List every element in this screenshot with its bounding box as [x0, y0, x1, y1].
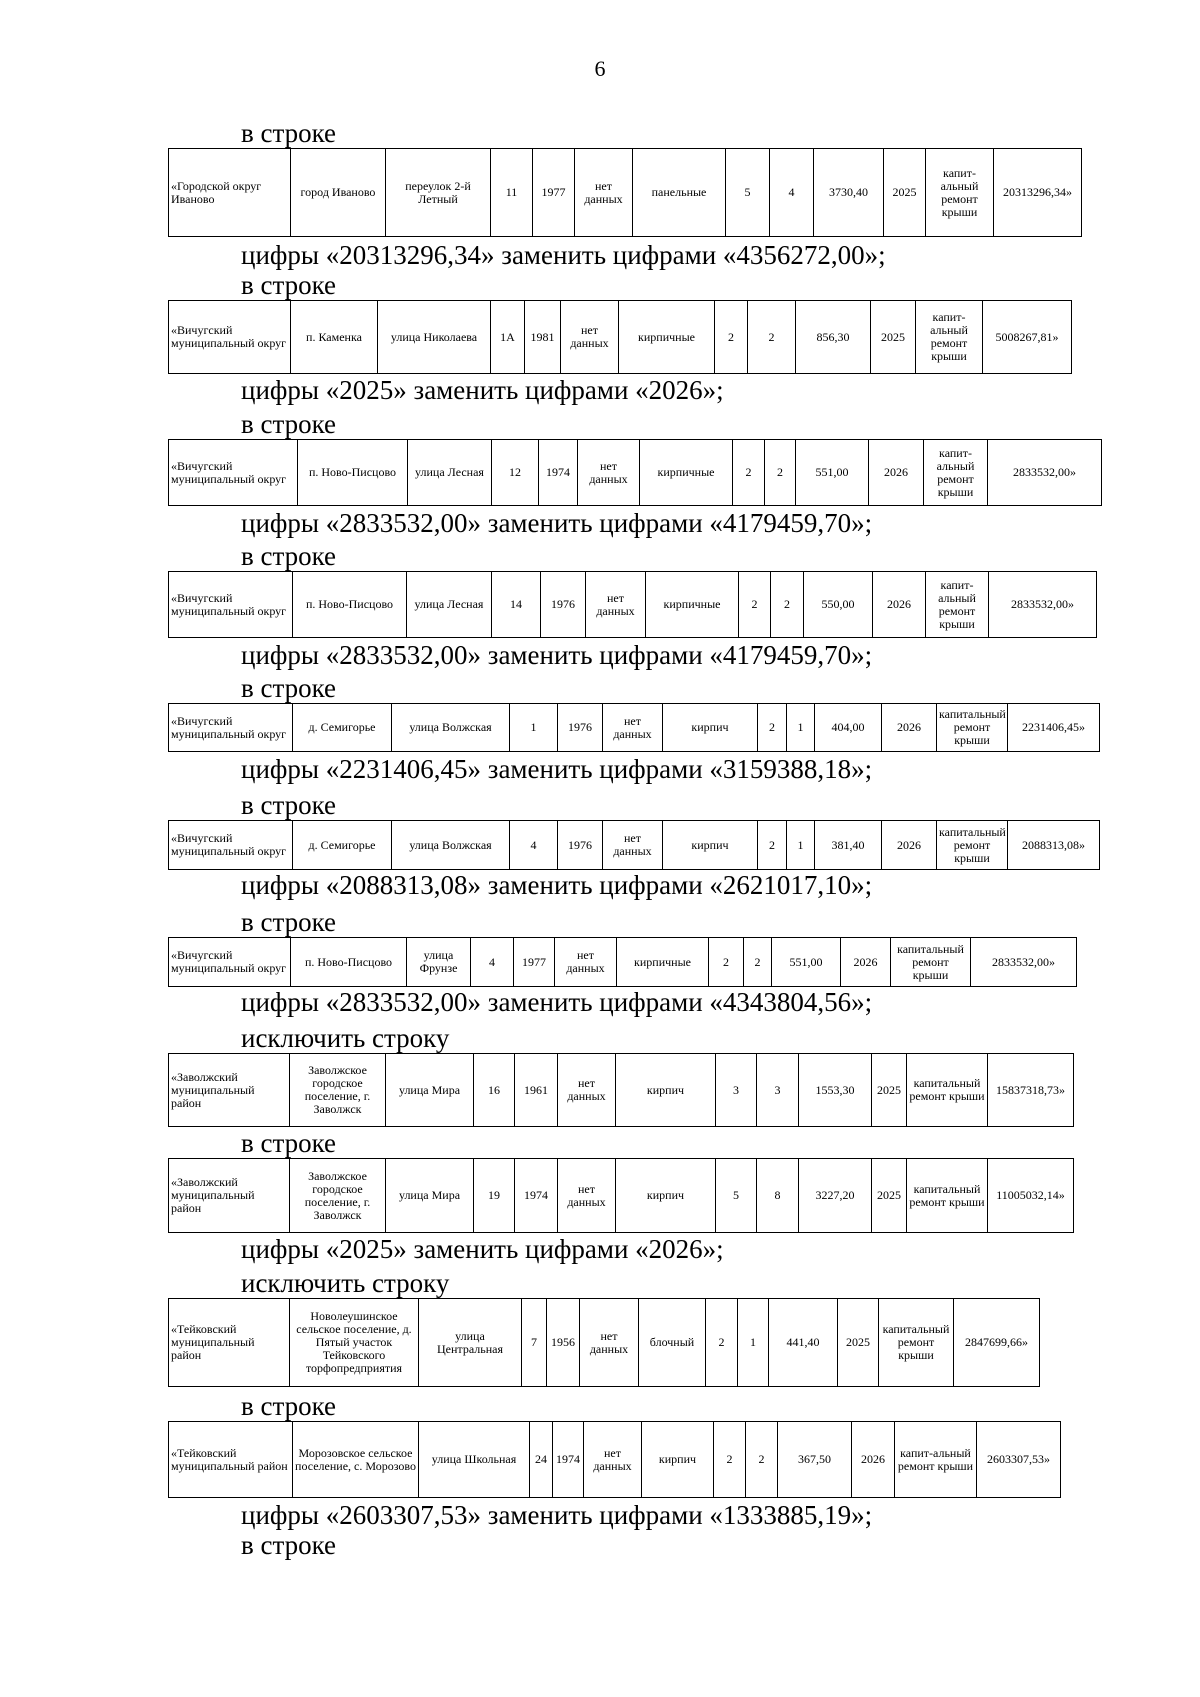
table-cell: улица Мира	[386, 1159, 474, 1233]
table-cell: улица Фрунзе	[407, 938, 471, 987]
table-cell: «Вичугский муниципальный округ	[169, 938, 291, 987]
table-cell: 14	[492, 572, 541, 638]
table-cell: 11	[491, 149, 533, 237]
amendment-table	[168, 1053, 1074, 1127]
table-cell: улица Волжская	[392, 704, 510, 752]
table-cell: капит-альный ремонт крыши	[924, 440, 988, 506]
table-cell: 1553,30	[799, 1054, 872, 1127]
table-cell: блочный	[639, 1299, 706, 1387]
table-cell: 2231406,45»	[1008, 704, 1100, 752]
table-cell: капитальный ремонт крыши	[937, 821, 1008, 870]
table-cell: «Заволжский муниципальный район	[169, 1054, 290, 1127]
table-cell: кирпичные	[619, 301, 715, 374]
table-cell: 1961	[515, 1054, 558, 1127]
replacement-line: цифры «2833532,00» заменить цифрами «4343804,56»;	[241, 987, 873, 1017]
table-cell: нет данных	[580, 1299, 639, 1387]
table-row	[169, 938, 1077, 987]
replacement-line: цифры «2603307,53» заменить цифрами «1333885,19»;	[241, 1500, 873, 1530]
table-cell: нет данных	[603, 704, 663, 752]
table-cell: 5008267,81»	[983, 301, 1072, 374]
table-cell: кирпич	[663, 704, 758, 752]
table-row	[169, 149, 1082, 237]
table-cell: нет данных	[561, 301, 619, 374]
table-cell: кирпичные	[617, 938, 709, 987]
table-cell: 2025	[838, 1299, 879, 1387]
table-cell: 2	[733, 440, 765, 506]
table-cell: 551,00	[772, 938, 841, 987]
table-cell: 2	[714, 1422, 746, 1498]
table-cell: д. Семигорье	[293, 704, 392, 752]
table-cell: 4	[770, 149, 814, 237]
table-cell: 2026	[882, 821, 937, 870]
amendment-table	[168, 439, 1102, 506]
table-cell: 1974	[539, 440, 578, 506]
table-cell: нет данных	[586, 572, 646, 638]
table-cell: город Иваново	[291, 149, 386, 237]
table-cell: 19	[474, 1159, 515, 1233]
table-cell: 2833532,00»	[989, 572, 1097, 638]
table-cell: 2	[748, 301, 796, 374]
table-cell: 856,30	[796, 301, 871, 374]
table-cell: «Вичугский муниципальный округ	[169, 704, 293, 752]
table-cell: нет данных	[584, 1422, 642, 1498]
table-cell: капит-альный ремонт крыши	[916, 301, 983, 374]
table-cell: 441,40	[769, 1299, 838, 1387]
table-cell: п. Ново-Писцово	[298, 440, 408, 506]
amendment-table	[168, 148, 1082, 237]
table-row	[169, 704, 1100, 752]
table-cell: 2	[758, 821, 787, 870]
amendment-table	[168, 571, 1097, 638]
table-cell: улица Лесная	[408, 440, 492, 506]
table-cell: 2833532,00»	[988, 440, 1102, 506]
table-cell: улица Николаева	[378, 301, 491, 374]
table-cell: капитальный ремонт крыши	[907, 1054, 988, 1127]
table-cell: улица Школьная	[419, 1422, 530, 1498]
instruction-line: в строке	[241, 790, 337, 820]
table-cell: 5	[716, 1159, 757, 1233]
table-cell: кирпичные	[640, 440, 733, 506]
table-row	[169, 440, 1102, 506]
table-cell: 8	[757, 1159, 799, 1233]
table-cell: п. Ново-Писцово	[293, 572, 407, 638]
table-cell: Морозовское сельское поселение, с. Морозово	[293, 1422, 419, 1498]
table-cell: улица Волжская	[392, 821, 510, 870]
table-row	[169, 1422, 1061, 1498]
table-cell: 2	[739, 572, 771, 638]
table-cell: 3	[757, 1054, 799, 1127]
table-cell: 2	[765, 440, 796, 506]
table-cell: 4	[471, 938, 514, 987]
replacement-line: цифры «2231406,45» заменить цифрами «3159388,18»;	[241, 754, 873, 784]
table-cell: 24	[530, 1422, 553, 1498]
table-row	[169, 1054, 1074, 1127]
instruction-line: в строке	[241, 673, 337, 703]
replacement-line: цифры «2025» заменить цифрами «2026»;	[241, 1234, 724, 1264]
table-cell: 2	[709, 938, 744, 987]
table-cell: 404,00	[815, 704, 882, 752]
table-cell: 2	[771, 572, 804, 638]
table-cell: 1956	[547, 1299, 580, 1387]
table-cell: капит-альный ремонт крыши	[895, 1422, 977, 1498]
table-cell: кирпич	[663, 821, 758, 870]
table-cell: 2025	[872, 1159, 907, 1233]
instruction-line: в строке	[241, 1391, 337, 1421]
table-cell: 2	[706, 1299, 738, 1387]
table-cell: 2026	[882, 704, 937, 752]
instruction-line: в строке	[241, 907, 337, 937]
table-cell: 2026	[852, 1422, 895, 1498]
table-cell: нет данных	[558, 1054, 616, 1127]
amendment-table	[168, 1158, 1074, 1233]
table-cell: 2	[758, 704, 787, 752]
table-cell: улица Центральная	[419, 1299, 522, 1387]
instruction-line: в строке	[241, 270, 337, 300]
table-row	[169, 572, 1097, 638]
table-cell: «Тейковский муниципальный район	[169, 1299, 290, 1387]
amendment-table	[168, 703, 1100, 752]
table-cell: 1977	[514, 938, 555, 987]
table-cell: капитальный ремонт крыши	[907, 1159, 988, 1233]
table-row	[169, 1299, 1040, 1387]
amendment-table	[168, 937, 1077, 987]
amendment-table	[168, 1421, 1061, 1498]
replacement-line: цифры «2088313,08» заменить цифрами «2621017,10»;	[241, 870, 873, 900]
replacement-line: цифры «2025» заменить цифрами «2026»;	[241, 375, 724, 405]
table-cell: «Заволжский муниципальный район	[169, 1159, 290, 1233]
table-cell: 1	[738, 1299, 769, 1387]
amendment-table	[168, 1298, 1040, 1387]
table-cell: 2088313,08»	[1008, 821, 1100, 870]
table-cell: 1977	[533, 149, 575, 237]
table-cell: «Вичугский муниципальный округ	[169, 301, 291, 374]
table-cell: кирпич	[642, 1422, 714, 1498]
instruction-line: в строке	[241, 118, 337, 148]
table-cell: «Вичугский муниципальный округ	[169, 440, 298, 506]
table-row	[169, 1159, 1074, 1233]
table-cell: нет данных	[558, 1159, 616, 1233]
table-cell: улица Мира	[386, 1054, 474, 1127]
table-cell: Новолеушинское сельское поселение, д. Пятый участок Тейковского торфопредприятия	[290, 1299, 419, 1387]
table-cell: нет данных	[578, 440, 640, 506]
table-cell: 381,40	[815, 821, 882, 870]
table-cell: 5	[726, 149, 770, 237]
table-cell: 1976	[558, 704, 603, 752]
replacement-line: цифры «2833532,00» заменить цифрами «4179459,70»;	[241, 508, 873, 538]
table-cell: 3	[716, 1054, 757, 1127]
table-cell: 1981	[525, 301, 561, 374]
table-cell: улица Лесная	[407, 572, 492, 638]
table-cell: п. Каменка	[291, 301, 378, 374]
instruction-line: исключить строку	[241, 1023, 450, 1053]
table-cell: 3227,20	[799, 1159, 872, 1233]
table-cell: Заволжское городское поселение, г. Заволжск	[290, 1159, 386, 1233]
table-cell: 2026	[869, 440, 924, 506]
table-cell: «Вичугский муниципальный округ	[169, 572, 293, 638]
table-cell: 2	[715, 301, 748, 374]
table-cell: кирпичные	[646, 572, 739, 638]
table-cell: 11005032,14»	[988, 1159, 1074, 1233]
table-cell: 16	[474, 1054, 515, 1127]
page-number: 6	[594, 56, 606, 81]
table-cell: 1А	[491, 301, 525, 374]
replacement-line: цифры «2833532,00» заменить цифрами «4179459,70»;	[241, 640, 873, 670]
table-cell: кирпич	[616, 1159, 716, 1233]
instruction-line: в строке	[241, 1128, 337, 1158]
table-cell: 12	[492, 440, 539, 506]
table-cell: 2	[744, 938, 772, 987]
instruction-line: в строке	[241, 409, 337, 439]
instruction-line: в строке	[241, 541, 337, 571]
table-cell: «Вичугский муниципальный округ	[169, 821, 293, 870]
table-cell: нет данных	[575, 149, 633, 237]
table-cell: 2025	[871, 301, 916, 374]
table-row	[169, 821, 1100, 870]
table-cell: 2603307,53»	[977, 1422, 1061, 1498]
table-cell: капит-альный ремонт крыши	[926, 149, 994, 237]
table-cell: панельные	[633, 149, 726, 237]
table-cell: нет данных	[603, 821, 663, 870]
table-cell: капитальный ремонт крыши	[937, 704, 1008, 752]
instruction-line: исключить строку	[241, 1268, 450, 1298]
table-cell: д. Семигорье	[293, 821, 392, 870]
table-cell: кирпич	[616, 1054, 716, 1127]
amendment-table	[168, 300, 1072, 374]
table-cell: капит-альный ремонт крыши	[926, 572, 989, 638]
table-cell: 1976	[558, 821, 603, 870]
table-cell: 2847699,66»	[954, 1299, 1040, 1387]
instruction-line: в строке	[241, 1530, 337, 1560]
table-cell: 1974	[553, 1422, 584, 1498]
table-cell: 4	[510, 821, 558, 870]
table-cell: капитальный ремонт крыши	[891, 938, 971, 987]
table-cell: 2025	[884, 149, 926, 237]
table-cell: 1	[787, 821, 815, 870]
table-cell: капитальный ремонт крыши	[879, 1299, 954, 1387]
table-cell: 2833532,00»	[971, 938, 1077, 987]
amendment-table	[168, 820, 1100, 870]
table-cell: «Городской округ Иваново	[169, 149, 291, 237]
table-cell: 1974	[515, 1159, 558, 1233]
table-cell: 20313296,34»	[994, 149, 1082, 237]
table-cell: 15837318,73»	[988, 1054, 1074, 1127]
table-cell: 2025	[872, 1054, 907, 1127]
table-cell: 2026	[841, 938, 891, 987]
table-cell: «Тейковский муниципальный район	[169, 1422, 293, 1498]
table-cell: 2026	[873, 572, 926, 638]
table-cell: Заволжское городское поселение, г. Заволжск	[290, 1054, 386, 1127]
table-cell: 1	[510, 704, 558, 752]
table-cell: 550,00	[804, 572, 873, 638]
replacement-line: цифры «20313296,34» заменить цифрами «4356272,00»;	[241, 240, 886, 270]
table-cell: 367,50	[778, 1422, 852, 1498]
table-cell: переулок 2-й Летный	[386, 149, 491, 237]
table-row	[169, 301, 1072, 374]
table-cell: 3730,40	[814, 149, 884, 237]
table-cell: п. Ново-Писцово	[291, 938, 407, 987]
table-cell: 551,00	[796, 440, 869, 506]
table-cell: 1	[787, 704, 815, 752]
table-cell: 1976	[541, 572, 586, 638]
table-cell: 2	[746, 1422, 778, 1498]
table-cell: нет данных	[555, 938, 617, 987]
table-cell: 7	[522, 1299, 547, 1387]
